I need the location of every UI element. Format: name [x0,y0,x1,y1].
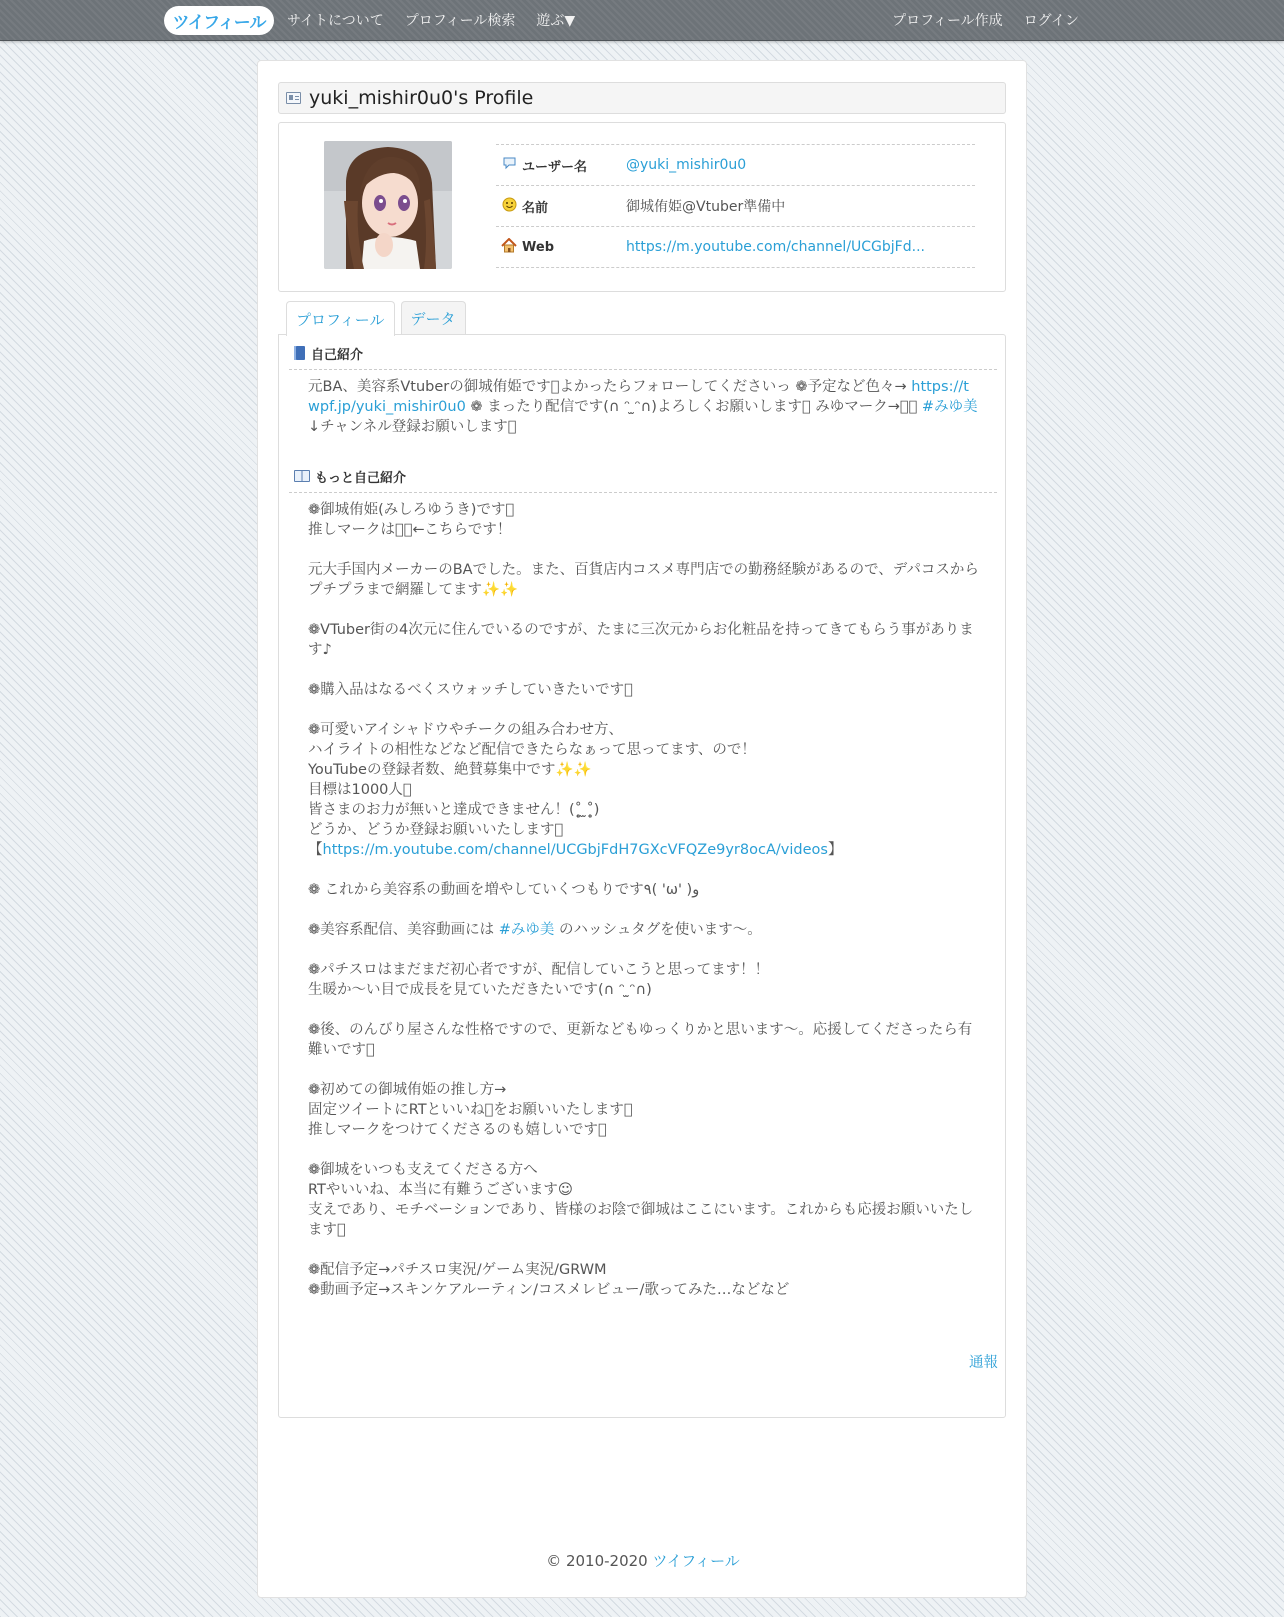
more-bio-text [308,500,980,1300]
nav-profile-search-link[interactable]: プロフィール検索 [404,13,516,29]
profile-title-bar [278,82,1006,114]
nav-about-link[interactable]: サイトについて [287,13,384,29]
info-row-name [496,186,975,227]
profile-info-panel [278,122,1006,292]
info-label-name [496,197,626,216]
bio-heading-text: 自己紹介 [311,347,364,363]
username-label: ユーザー名 [522,159,588,175]
bio-text-part-1: 元BA、美容系Vtuberの御城侑姫です􀀀よかったらフォローしてくださいっ ❁予定など色々→ [308,379,912,395]
report-link[interactable]: 通報 [969,1355,998,1371]
profile-tabs [286,301,472,335]
site-logo[interactable] [164,6,274,35]
nav-right [871,0,1079,40]
page-title: yuki_mishir0u0's Profile [309,87,534,109]
blue-book-icon [294,346,305,360]
top-navbar [0,0,1284,41]
id-card-icon [286,92,301,104]
twpf-link[interactable]: https://twpf.jp/yuki_mishir0u0 [308,379,969,415]
bio-text-part-3: ↓チャンネル登録お願いします􀀀 [308,399,983,435]
name-value: 御城侑姫@Vtuber準備中 [626,199,786,215]
bio-text [308,377,983,437]
logo-text: ツイフィール [172,13,266,33]
open-book-icon [294,470,310,482]
youtube-channel-link[interactable]: https://m.youtube.com/channel/UCGbjFdH7GXcVFQZe9yr8ocA/videos [322,842,828,858]
smiley-icon [501,197,517,216]
info-label-web [496,238,626,257]
house-icon [501,238,517,257]
nav-login-link[interactable]: ログイン [1023,13,1079,29]
bio-heading [289,337,997,370]
nav-left [287,0,596,40]
bio-text-part-2: ❁ まったり配信です(∩ ᵔ ̫ᵔ∩)よろしくお願いします􀀀 みゆマーク→􀀀􀀀 [465,399,922,415]
more-bio-heading-text: もっと自己紹介 [315,470,407,486]
more-text-part-2: 】 ❁ これから美容系の動画を増やしていくつもりです٩( 'ω' )و ❁美容系配信、美容動画には [308,842,843,938]
tab-profile[interactable]: プロフィール [286,301,395,336]
hashtag-link[interactable]: #みゆ美 [921,399,978,415]
footer [258,1550,1028,1571]
speech-bubble-icon [501,156,517,174]
more-text-part-3: のハッシュタグを使います〜。 ❁パチスロはまだまだ初心者ですが、配信していこうと思ってます！！ 生暖か〜い目で成長を見ていただきたいです(∩ ᵔ ̫ᵔ∩) ❁後、のんびり屋さんな性格ですので、更新などもゆっくりかと思います〜。応援してくださったら有難いです􀀀 ❁初めての御城侑姫の推し方→ 固定ツイートにRTといいね􀀀をお願いいたします􀀀 推しマークをつけてくださるのも嬉しいです􀀀 ❁御城をいつも支えてくださる方へ RTやいいね、本当に有難うございます☺︎ 支えであり、モチベーションであり、皆様のお陰で御城はここにいます。これからも応援お願いいたします􀀀 ❁配信予定→パチスロ実況/ゲーム実況/GRWM ❁動画予定→スキンケアルーティン/コスメレビュー/歌ってみた…などなど [308,922,974,1298]
nav-play-dropdown[interactable]: 遊ぶ▼ [536,13,576,29]
tab-data[interactable]: データ [401,301,466,335]
avatar-illustration [324,141,452,269]
more-bio-heading [289,460,997,493]
avatar [324,141,452,269]
web-label: Web [522,239,554,255]
nav-create-profile-link[interactable]: プロフィール作成 [892,13,1003,29]
profile-info-table [496,144,975,268]
main-container [257,60,1027,1598]
footer-site-link[interactable]: ツイフィール [652,1552,740,1570]
more-text-part-1: ❁御城侑姫(みしろゆうき)です􀀀 推しマークは􀀀􀀀←こちらです！ 元大手国内メーカーのBAでした。また、百貨店内コスメ専門店での勤務経験があるので、デパコスからプチプラまで網羅してます✨✨ ❁VTuber街の4次元に住んでいるのですが、たまに三次元からお化粧品を持ってきてもらう事があります♪ ❁購入品はなるべくスウォッチしていきたいです􀀀 ❁可愛いアイシャドウやチークの組み合わせ方、 ハイライトの相性などなど配信できたらなぁって思ってます、ので！ YouTubeの登録者数、絶賛募集中です✨✨ 目標は1000人􀀀 皆さまのお力が無いと達成できません！(˚̥̥̥̥̥ ̫˚̥̥̥̥̥) どうか、どうか登録お願いいたします􀀀 【 [308,502,979,858]
info-label-username [496,156,626,175]
more-hashtag-link[interactable]: #みゆ美 [498,922,555,938]
name-label: 名前 [522,200,549,216]
username-link[interactable]: @yuki_mishir0u0 [626,157,747,173]
info-row-username [496,145,975,186]
copyright-text: © 2010-2020 [546,1552,653,1570]
profile-content-panel [278,334,1006,1418]
info-row-web [496,227,975,268]
web-link[interactable]: https://m.youtube.com/channel/UCGbjFd... [626,239,925,255]
